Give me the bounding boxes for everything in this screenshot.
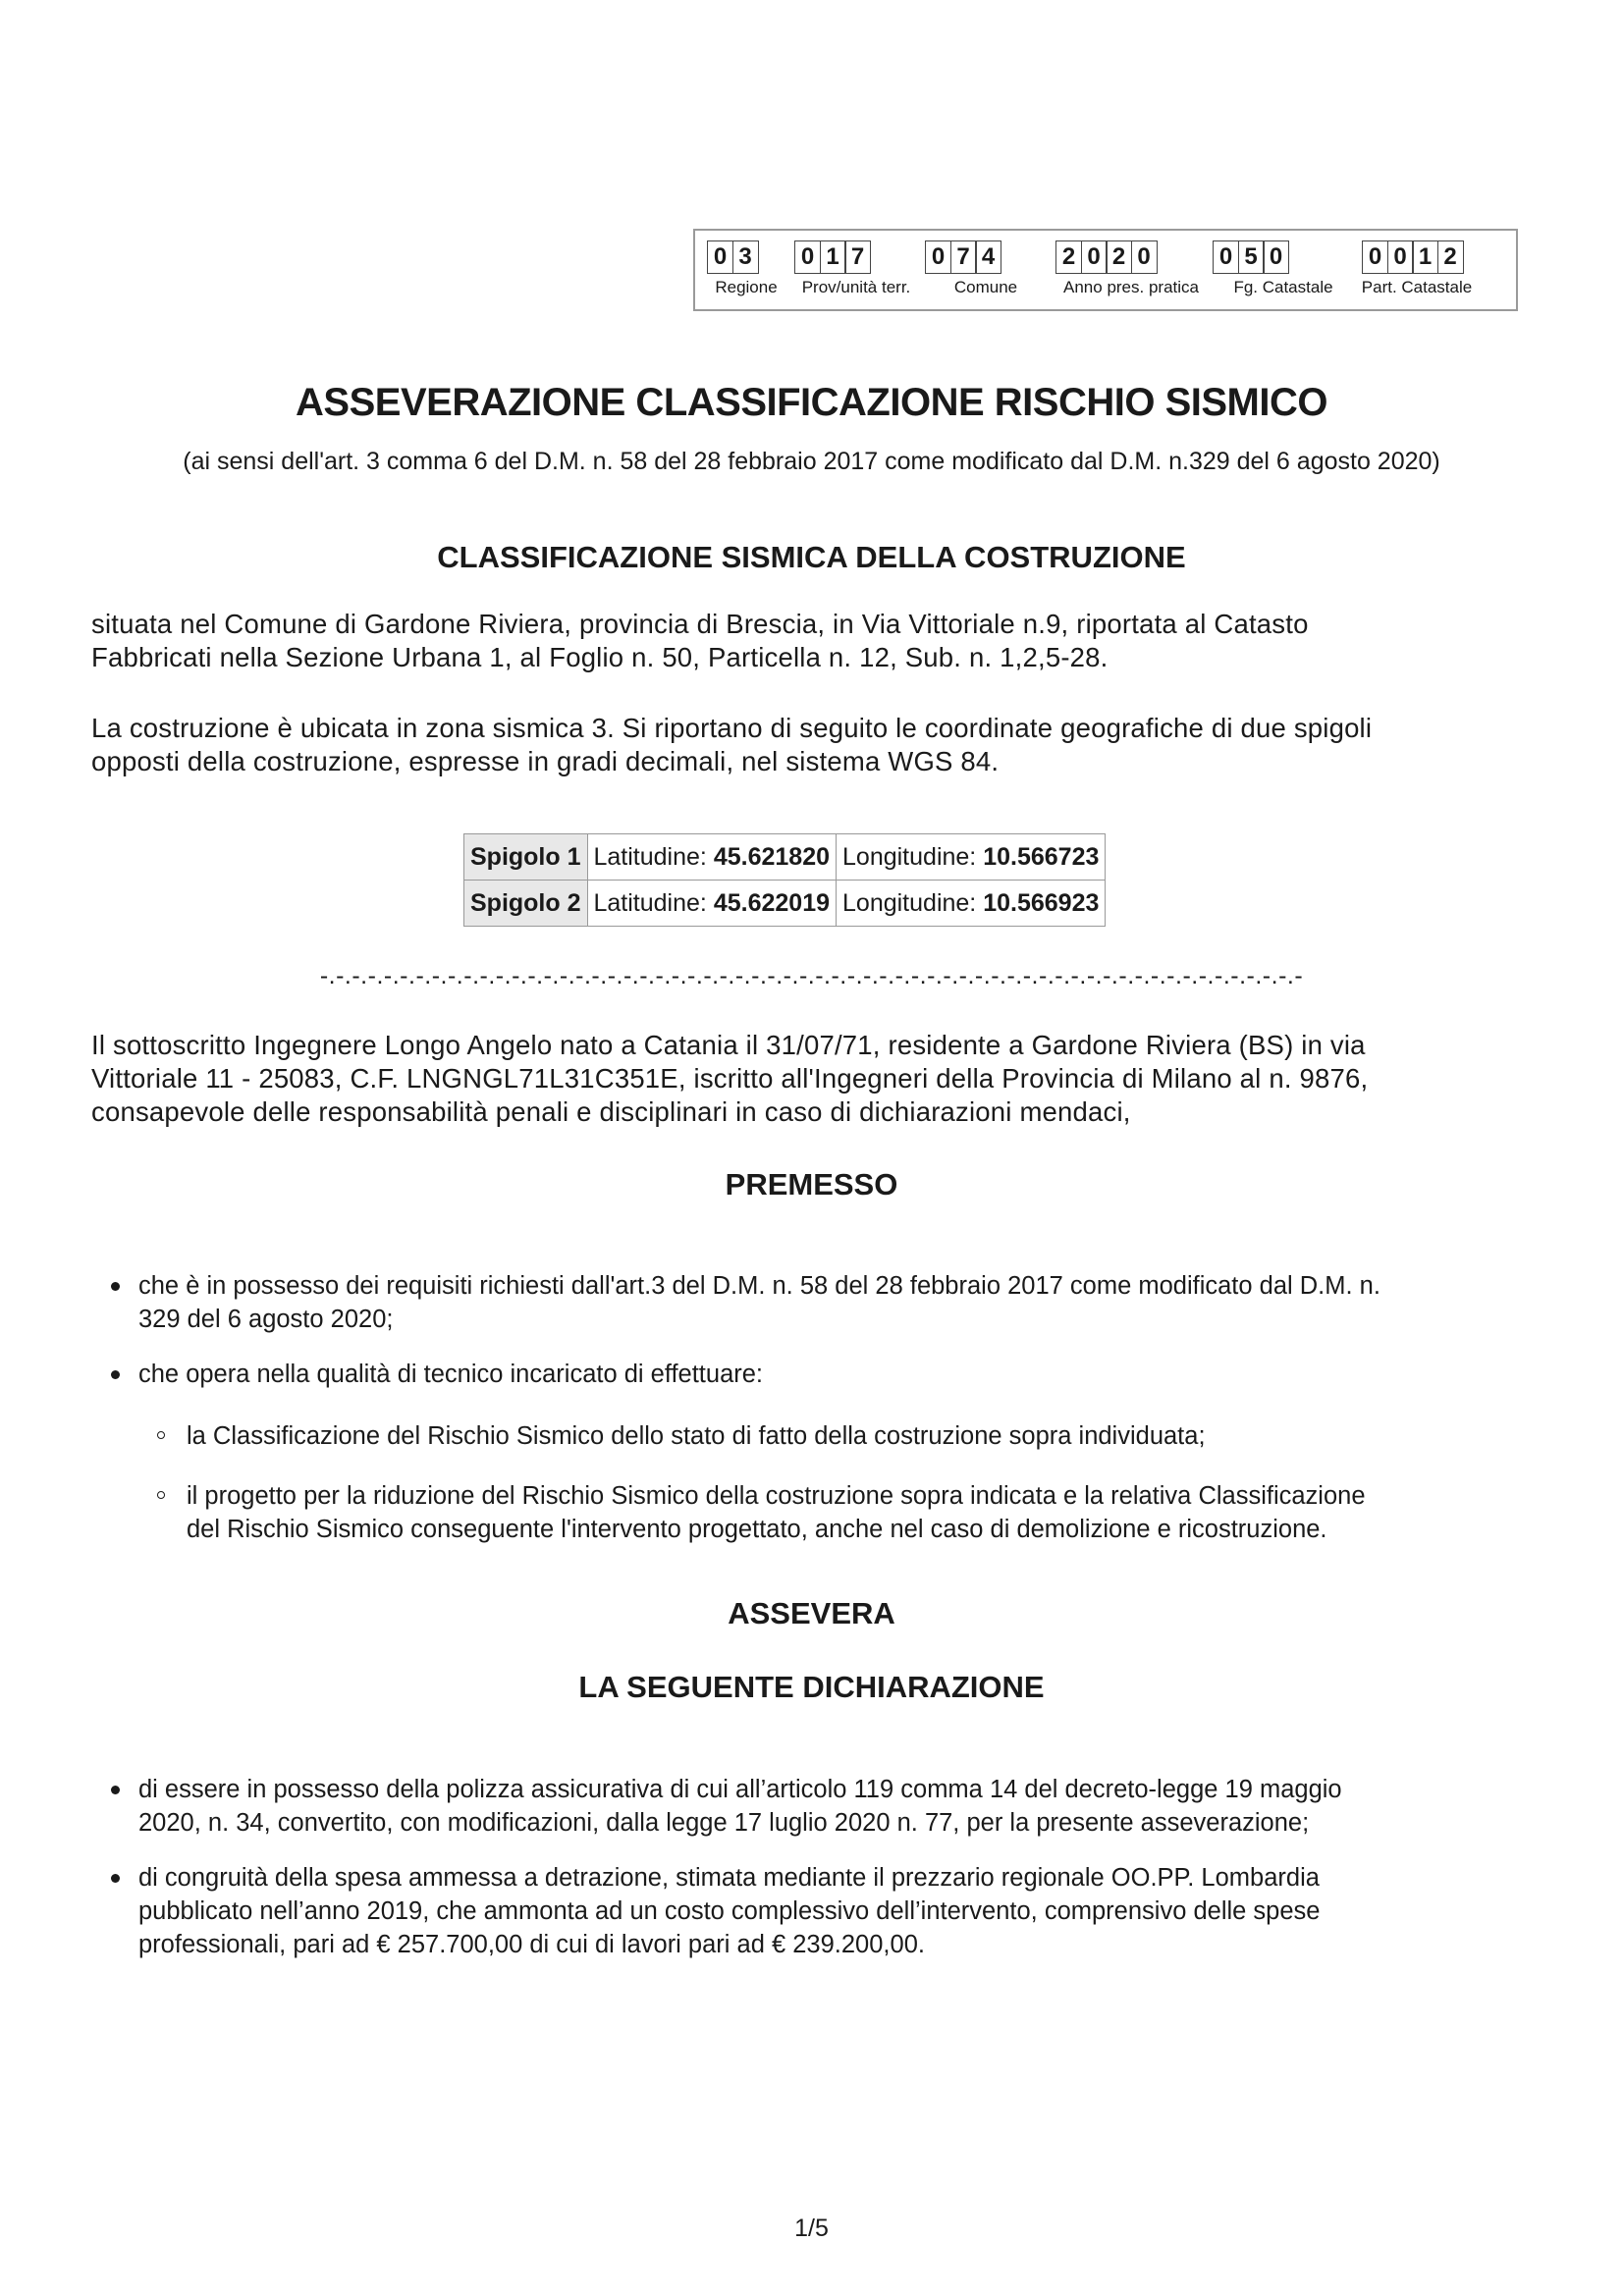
corner-label: Spigolo 1	[464, 834, 588, 881]
declarant-paragraph	[91, 1029, 1525, 1129]
code-digit: 7	[950, 240, 977, 274]
latitude-cell	[587, 881, 837, 927]
code-label-prov: Prov/unità terr.	[801, 278, 911, 296]
page-number: 1/5	[794, 2215, 829, 2242]
longitude-cell	[837, 881, 1106, 927]
longitude-value: 10.566723	[983, 842, 1100, 871]
code-group-particella	[1362, 240, 1462, 274]
code-label-comune: Comune	[953, 278, 1018, 296]
code-group-comune	[925, 240, 1001, 274]
code-group-anno	[1055, 240, 1156, 274]
paragraph-line: La costruzione è ubicata in zona sismica 3. Si riportano di seguito le coordinate geografiche di due spigoli	[91, 713, 1373, 743]
longitude-label: Longitudine:	[842, 842, 977, 871]
code-label-particella: Part. Catastale	[1361, 278, 1473, 296]
paragraph-line: opposti della costruzione, espresse in gradi decimali, nel sistema WGS 84.	[91, 746, 1000, 776]
latitude-value: 45.622019	[713, 888, 831, 917]
code-digit: 7	[844, 240, 871, 274]
list-item-line: che è in possesso dei requisiti richiesti dall'art.3 del D.M. n. 58 del 28 febbraio 2017 come modificato dal D.M. n.	[138, 1272, 1380, 1300]
bullet-icon	[111, 1874, 120, 1883]
code-digit: 1	[1412, 240, 1438, 274]
sub-bullet-icon	[157, 1431, 165, 1439]
section-heading-dichiarazione: LA SEGUENTE DICHIARAZIONE	[578, 1670, 1045, 1704]
code-digit: 1	[820, 240, 846, 274]
section-heading-assevera: ASSEVERA	[728, 1596, 895, 1630]
longitude-value: 10.566923	[983, 888, 1100, 917]
code-digit: 2	[1106, 240, 1132, 274]
latitude-label: Latitudine:	[593, 842, 707, 871]
list-item-line: di essere in possesso della polizza assicurativa di cui all’articolo 119 comma 14 del decreto-legge 19 maggio	[138, 1776, 1342, 1803]
corner-label: Spigolo 2	[464, 881, 588, 927]
code-digit: 2	[1055, 240, 1082, 274]
list-item-line: il progetto per la riduzione del Rischio Sismico della costruzione sopra indicata e la relativa Classificazione	[187, 1482, 1366, 1510]
table-row	[464, 881, 1106, 927]
zone-paragraph	[91, 712, 1525, 778]
code-digit: 0	[1213, 240, 1239, 274]
code-digit: 3	[732, 240, 759, 274]
longitude-label: Longitudine:	[842, 888, 977, 917]
latitude-cell	[587, 834, 837, 881]
list-item-line: 329 del 6 agosto 2020;	[138, 1306, 394, 1333]
list-item-line: la Classificazione del Rischio Sismico dello stato di fatto della costruzione sopra individuata;	[187, 1422, 1206, 1450]
list-item-line: pubblicato nell’anno 2019, che ammonta ad un costo complessivo dell’intervento, comprensivo delle spese	[138, 1897, 1321, 1925]
latitude-value: 45.621820	[713, 842, 831, 871]
code-digit: 0	[1387, 240, 1414, 274]
code-group-foglio	[1213, 240, 1288, 274]
location-paragraph	[91, 608, 1525, 674]
code-group-regione	[707, 240, 757, 274]
bullet-icon	[111, 1370, 120, 1379]
coordinates-table	[463, 833, 1106, 927]
paragraph-line: consapevole delle responsabilità penali e disciplinari in caso di dichiarazioni mendaci,	[91, 1096, 1131, 1127]
code-digit: 0	[1131, 240, 1158, 274]
cadastral-code-box	[693, 229, 1518, 311]
code-digit: 0	[1263, 240, 1289, 274]
paragraph-line: Vittoriale 11 - 25083, C.F. LNGNGL71L31C351E, iscritto all'Ingegneri della Provincia di Milano al n. 9876,	[91, 1063, 1369, 1094]
paragraph-line: Il sottoscritto Ingegnere Longo Angelo nato a Catania il 31/07/71, residente a Gardone Riviera (BS) in via	[91, 1030, 1366, 1060]
paragraph-line: Fabbricati nella Sezione Urbana 1, al Foglio n. 50, Particella n. 12, Sub. n. 1,2,5-28.	[91, 642, 1109, 672]
code-digit: 0	[925, 240, 951, 274]
code-digit: 0	[707, 240, 733, 274]
list-item-line: che opera nella qualità di tecnico incaricato di effettuare:	[138, 1361, 764, 1388]
code-label-regione: Regione	[715, 278, 778, 296]
document-subtitle: (ai sensi dell'art. 3 comma 6 del D.M. n. 58 del 28 febbraio 2017 come modificato dal D.M. n.329 del 6 agosto 2020)	[183, 448, 1440, 475]
code-digit: 2	[1437, 240, 1464, 274]
bullet-icon	[111, 1282, 120, 1291]
bullet-icon	[111, 1786, 120, 1794]
code-label-anno: Anno pres. pratica	[1063, 278, 1199, 296]
list-item-line: di congruità della spesa ammessa a detrazione, stimata mediante il prezzario regionale OO.PP. Lombardia	[138, 1864, 1320, 1892]
list-item-line: del Rischio Sismico conseguente l'intervento progettato, anche nel caso di demolizione e ricostruzione.	[187, 1516, 1327, 1543]
code-label-foglio: Fg. Catastale	[1233, 278, 1333, 296]
section-heading-classificazione: CLASSIFICAZIONE SISMICA DELLA COSTRUZIONE	[437, 540, 1186, 574]
code-digit: 0	[794, 240, 821, 274]
section-heading-premesso: PREMESSO	[725, 1167, 898, 1201]
list-item-line: 2020, n. 34, convertito, con modificazioni, dalla legge 17 luglio 2020 n. 77, per la presente asseverazione;	[138, 1809, 1310, 1837]
table-row	[464, 834, 1106, 881]
code-digit: 4	[975, 240, 1001, 274]
paragraph-line: situata nel Comune di Gardone Riviera, provincia di Brescia, in Via Vittoriale n.9, riportata al Catasto	[91, 609, 1309, 639]
separator-line: -.-.-.-.-.-.-.-.-.-.-.-.-.-.-.-.-.-.-.-.-.-.-.-.-.-.-.-.-.-.-.-.-.-.-.-.-.-.-.-.-.-.-.-.-.-.-.-.-.-.-.-.-.-.-.-.-.-.-.-.-.-	[319, 962, 1304, 989]
latitude-label: Latitudine:	[593, 888, 707, 917]
code-digit: 0	[1362, 240, 1388, 274]
sub-bullet-icon	[157, 1491, 165, 1499]
longitude-cell	[837, 834, 1106, 881]
document-title: ASSEVERAZIONE CLASSIFICAZIONE RISCHIO SISMICO	[296, 381, 1327, 424]
list-item-line: professionali, pari ad € 257.700,00 di cui di lavori pari ad € 239.200,00.	[138, 1931, 925, 1958]
code-digit: 0	[1081, 240, 1108, 274]
code-group-prov	[794, 240, 870, 274]
code-digit: 5	[1238, 240, 1265, 274]
